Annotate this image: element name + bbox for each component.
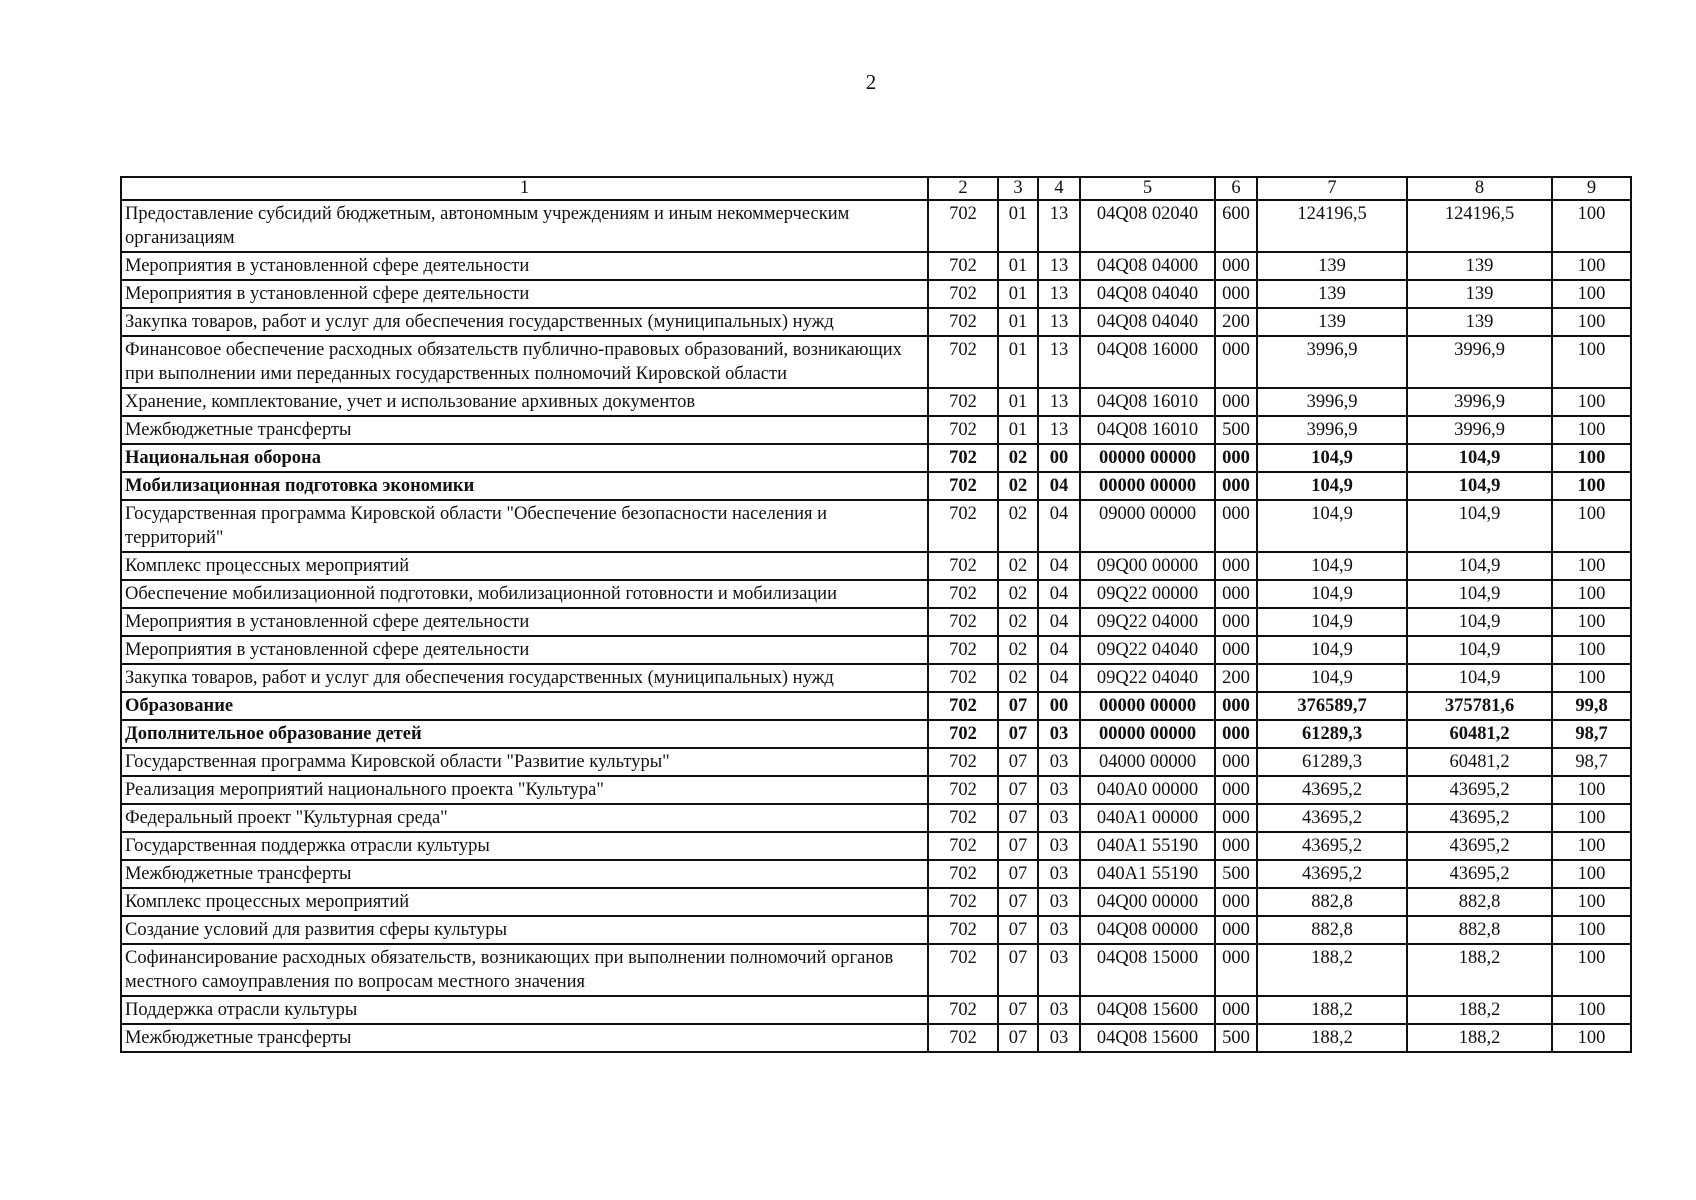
row-plan-cell: 43695,2 xyxy=(1257,804,1407,832)
row-target-cell: 040А1 55190 xyxy=(1080,860,1215,888)
header-cell: 6 xyxy=(1215,177,1257,200)
row-actual-cell: 139 xyxy=(1407,280,1552,308)
row-percent-cell: 100 xyxy=(1552,336,1631,388)
row-subsection-cell: 03 xyxy=(1038,996,1080,1024)
row-name-cell: Создание условий для развития сферы культуры xyxy=(121,916,928,944)
header-cell: 2 xyxy=(928,177,998,200)
table-row xyxy=(121,860,1631,888)
table-row xyxy=(121,388,1631,416)
row-actual-cell: 139 xyxy=(1407,252,1552,280)
row-type-cell: 000 xyxy=(1215,444,1257,472)
row-code-cell: 702 xyxy=(928,252,998,280)
header-cell: 7 xyxy=(1257,177,1407,200)
row-subsection-cell: 04 xyxy=(1038,552,1080,580)
row-name-cell: Софинансирование расходных обязательств, возникающих при выполнении полномочий органов местного самоуправления по вопросам местного значения xyxy=(121,944,928,996)
header-cell: 1 xyxy=(121,177,928,200)
row-name-cell: Межбюджетные трансферты xyxy=(121,416,928,444)
row-actual-cell: 139 xyxy=(1407,308,1552,336)
row-subsection-cell: 04 xyxy=(1038,580,1080,608)
row-code-cell: 702 xyxy=(928,416,998,444)
row-name-cell: Реализация мероприятий национального проекта "Культура" xyxy=(121,776,928,804)
row-actual-cell: 882,8 xyxy=(1407,916,1552,944)
row-actual-cell: 3996,9 xyxy=(1407,416,1552,444)
page-number: 2 xyxy=(865,70,877,94)
row-target-cell: 00000 00000 xyxy=(1080,444,1215,472)
row-code-cell: 702 xyxy=(928,636,998,664)
row-percent-cell: 100 xyxy=(1552,552,1631,580)
row-target-cell: 040А1 55190 xyxy=(1080,832,1215,860)
row-target-cell: 040А1 00000 xyxy=(1080,804,1215,832)
row-plan-cell: 43695,2 xyxy=(1257,776,1407,804)
row-code-cell: 702 xyxy=(928,916,998,944)
row-subsection-cell: 04 xyxy=(1038,608,1080,636)
row-subsection-cell: 03 xyxy=(1038,832,1080,860)
row-subsection-cell: 03 xyxy=(1038,804,1080,832)
row-subsection-cell: 03 xyxy=(1038,776,1080,804)
row-type-cell: 000 xyxy=(1215,252,1257,280)
row-name-cell: Хранение, комплектование, учет и использование архивных документов xyxy=(121,388,928,416)
table-row xyxy=(121,996,1631,1024)
row-plan-cell: 3996,9 xyxy=(1257,388,1407,416)
row-subsection-cell: 13 xyxy=(1038,280,1080,308)
row-actual-cell: 104,9 xyxy=(1407,472,1552,500)
table-row xyxy=(121,748,1631,776)
row-section-cell: 02 xyxy=(998,608,1038,636)
row-plan-cell: 104,9 xyxy=(1257,444,1407,472)
row-percent-cell: 100 xyxy=(1552,860,1631,888)
table-row xyxy=(121,916,1631,944)
table-row xyxy=(121,1024,1631,1052)
row-type-cell: 500 xyxy=(1215,1024,1257,1052)
row-name-cell: Межбюджетные трансферты xyxy=(121,860,928,888)
row-type-cell: 600 xyxy=(1215,200,1257,252)
row-section-cell: 02 xyxy=(998,664,1038,692)
row-name-cell: Национальная оборона xyxy=(121,444,928,472)
row-percent-cell: 100 xyxy=(1552,500,1631,552)
row-type-cell: 000 xyxy=(1215,336,1257,388)
row-actual-cell: 3996,9 xyxy=(1407,336,1552,388)
row-target-cell: 09Q22 04040 xyxy=(1080,636,1215,664)
row-target-cell: 04Q08 02040 xyxy=(1080,200,1215,252)
row-target-cell: 04Q08 04040 xyxy=(1080,280,1215,308)
row-subsection-cell: 03 xyxy=(1038,916,1080,944)
row-type-cell: 000 xyxy=(1215,888,1257,916)
row-name-cell: Обеспечение мобилизационной подготовки, мобилизационной готовности и мобилизации xyxy=(121,580,928,608)
row-name-cell: Комплекс процессных мероприятий xyxy=(121,888,928,916)
row-actual-cell: 104,9 xyxy=(1407,552,1552,580)
row-percent-cell: 100 xyxy=(1552,252,1631,280)
row-plan-cell: 43695,2 xyxy=(1257,832,1407,860)
header-cell: 4 xyxy=(1038,177,1080,200)
row-code-cell: 702 xyxy=(928,944,998,996)
row-actual-cell: 104,9 xyxy=(1407,500,1552,552)
row-section-cell: 07 xyxy=(998,776,1038,804)
row-name-cell: Поддержка отрасли культуры xyxy=(121,996,928,1024)
table-row xyxy=(121,608,1631,636)
row-target-cell: 04Q08 15000 xyxy=(1080,944,1215,996)
row-plan-cell: 188,2 xyxy=(1257,1024,1407,1052)
row-type-cell: 000 xyxy=(1215,636,1257,664)
row-target-cell: 04000 00000 xyxy=(1080,748,1215,776)
row-percent-cell: 100 xyxy=(1552,580,1631,608)
row-type-cell: 000 xyxy=(1215,280,1257,308)
row-plan-cell: 104,9 xyxy=(1257,500,1407,552)
row-subsection-cell: 04 xyxy=(1038,636,1080,664)
row-subsection-cell: 13 xyxy=(1038,388,1080,416)
row-code-cell: 702 xyxy=(928,1024,998,1052)
row-section-cell: 02 xyxy=(998,500,1038,552)
table-row xyxy=(121,500,1631,552)
row-target-cell: 04Q08 04000 xyxy=(1080,252,1215,280)
row-code-cell: 702 xyxy=(928,472,998,500)
row-section-cell: 02 xyxy=(998,636,1038,664)
row-actual-cell: 188,2 xyxy=(1407,944,1552,996)
row-percent-cell: 100 xyxy=(1552,608,1631,636)
row-section-cell: 02 xyxy=(998,552,1038,580)
row-subsection-cell: 03 xyxy=(1038,944,1080,996)
row-code-cell: 702 xyxy=(928,608,998,636)
table-row xyxy=(121,664,1631,692)
table-row xyxy=(121,472,1631,500)
row-subsection-cell: 13 xyxy=(1038,416,1080,444)
row-plan-cell: 104,9 xyxy=(1257,552,1407,580)
row-percent-cell: 100 xyxy=(1552,472,1631,500)
row-actual-cell: 3996,9 xyxy=(1407,388,1552,416)
row-percent-cell: 100 xyxy=(1552,804,1631,832)
row-actual-cell: 375781,6 xyxy=(1407,692,1552,720)
table-row xyxy=(121,444,1631,472)
table-row xyxy=(121,888,1631,916)
row-actual-cell: 43695,2 xyxy=(1407,860,1552,888)
table-row xyxy=(121,580,1631,608)
row-plan-cell: 104,9 xyxy=(1257,580,1407,608)
row-target-cell: 09Q22 04040 xyxy=(1080,664,1215,692)
row-type-cell: 000 xyxy=(1215,692,1257,720)
row-subsection-cell: 13 xyxy=(1038,252,1080,280)
row-name-cell: Комплекс процессных мероприятий xyxy=(121,552,928,580)
row-target-cell: 04Q08 16010 xyxy=(1080,388,1215,416)
row-subsection-cell: 13 xyxy=(1038,308,1080,336)
row-name-cell: Мероприятия в установленной сфере деятельности xyxy=(121,252,928,280)
row-percent-cell: 100 xyxy=(1552,1024,1631,1052)
row-actual-cell: 43695,2 xyxy=(1407,776,1552,804)
row-subsection-cell: 04 xyxy=(1038,500,1080,552)
row-percent-cell: 100 xyxy=(1552,200,1631,252)
row-code-cell: 702 xyxy=(928,444,998,472)
row-actual-cell: 882,8 xyxy=(1407,888,1552,916)
row-name-cell: Закупка товаров, работ и услуг для обеспечения государственных (муниципальных) нужд xyxy=(121,664,928,692)
row-actual-cell: 188,2 xyxy=(1407,1024,1552,1052)
row-section-cell: 07 xyxy=(998,832,1038,860)
row-type-cell: 000 xyxy=(1215,472,1257,500)
row-plan-cell: 61289,3 xyxy=(1257,720,1407,748)
row-code-cell: 702 xyxy=(928,280,998,308)
row-code-cell: 702 xyxy=(928,996,998,1024)
table-row xyxy=(121,416,1631,444)
row-plan-cell: 376589,7 xyxy=(1257,692,1407,720)
row-subsection-cell: 00 xyxy=(1038,692,1080,720)
table-row xyxy=(121,336,1631,388)
row-percent-cell: 100 xyxy=(1552,916,1631,944)
row-type-cell: 000 xyxy=(1215,804,1257,832)
row-plan-cell: 139 xyxy=(1257,252,1407,280)
row-target-cell: 09000 00000 xyxy=(1080,500,1215,552)
row-target-cell: 04Q08 16000 xyxy=(1080,336,1215,388)
table-row xyxy=(121,776,1631,804)
row-code-cell: 702 xyxy=(928,308,998,336)
row-plan-cell: 104,9 xyxy=(1257,472,1407,500)
row-section-cell: 07 xyxy=(998,860,1038,888)
row-code-cell: 702 xyxy=(928,388,998,416)
table-row xyxy=(121,552,1631,580)
row-section-cell: 07 xyxy=(998,804,1038,832)
row-code-cell: 702 xyxy=(928,580,998,608)
row-plan-cell: 139 xyxy=(1257,308,1407,336)
row-section-cell: 01 xyxy=(998,388,1038,416)
row-plan-cell: 43695,2 xyxy=(1257,860,1407,888)
row-target-cell: 00000 00000 xyxy=(1080,692,1215,720)
row-percent-cell: 100 xyxy=(1552,636,1631,664)
row-target-cell: 04Q08 15600 xyxy=(1080,996,1215,1024)
row-plan-cell: 882,8 xyxy=(1257,916,1407,944)
row-target-cell: 040А0 00000 xyxy=(1080,776,1215,804)
row-code-cell: 702 xyxy=(928,720,998,748)
table-row xyxy=(121,280,1631,308)
row-plan-cell: 104,9 xyxy=(1257,608,1407,636)
header-cell: 8 xyxy=(1407,177,1552,200)
row-section-cell: 07 xyxy=(998,748,1038,776)
row-plan-cell: 3996,9 xyxy=(1257,416,1407,444)
row-type-cell: 500 xyxy=(1215,860,1257,888)
row-name-cell: Государственная поддержка отрасли культуры xyxy=(121,832,928,860)
row-type-cell: 000 xyxy=(1215,944,1257,996)
row-type-cell: 000 xyxy=(1215,388,1257,416)
row-code-cell: 702 xyxy=(928,804,998,832)
row-type-cell: 000 xyxy=(1215,776,1257,804)
table-row xyxy=(121,832,1631,860)
row-target-cell: 09Q00 00000 xyxy=(1080,552,1215,580)
row-section-cell: 07 xyxy=(998,916,1038,944)
row-section-cell: 01 xyxy=(998,280,1038,308)
row-subsection-cell: 13 xyxy=(1038,336,1080,388)
table-row xyxy=(121,200,1631,252)
row-type-cell: 000 xyxy=(1215,996,1257,1024)
row-code-cell: 702 xyxy=(928,552,998,580)
row-section-cell: 02 xyxy=(998,580,1038,608)
header-cell: 5 xyxy=(1080,177,1215,200)
row-plan-cell: 104,9 xyxy=(1257,664,1407,692)
row-code-cell: 702 xyxy=(928,776,998,804)
row-plan-cell: 104,9 xyxy=(1257,636,1407,664)
row-percent-cell: 100 xyxy=(1552,664,1631,692)
row-name-cell: Мероприятия в установленной сфере деятельности xyxy=(121,280,928,308)
table-header-row xyxy=(121,177,1631,200)
row-target-cell: 04Q08 04040 xyxy=(1080,308,1215,336)
row-section-cell: 07 xyxy=(998,888,1038,916)
header-cell: 3 xyxy=(998,177,1038,200)
row-actual-cell: 104,9 xyxy=(1407,608,1552,636)
row-name-cell: Государственная программа Кировской области "Обеспечение безопасности населения и территорий" xyxy=(121,500,928,552)
row-target-cell: 09Q22 04000 xyxy=(1080,608,1215,636)
row-section-cell: 02 xyxy=(998,444,1038,472)
row-type-cell: 500 xyxy=(1215,416,1257,444)
row-name-cell: Дополнительное образование детей xyxy=(121,720,928,748)
row-target-cell: 04Q00 00000 xyxy=(1080,888,1215,916)
row-percent-cell: 98,7 xyxy=(1552,720,1631,748)
row-type-cell: 000 xyxy=(1215,720,1257,748)
row-name-cell: Образование xyxy=(121,692,928,720)
row-section-cell: 01 xyxy=(998,308,1038,336)
row-name-cell: Межбюджетные трансферты xyxy=(121,1024,928,1052)
row-subsection-cell: 00 xyxy=(1038,444,1080,472)
row-actual-cell: 104,9 xyxy=(1407,444,1552,472)
row-type-cell: 000 xyxy=(1215,832,1257,860)
row-subsection-cell: 04 xyxy=(1038,472,1080,500)
row-subsection-cell: 03 xyxy=(1038,748,1080,776)
row-name-cell: Мероприятия в установленной сфере деятельности xyxy=(121,636,928,664)
row-type-cell: 000 xyxy=(1215,580,1257,608)
budget-table xyxy=(120,176,1632,1053)
row-percent-cell: 100 xyxy=(1552,308,1631,336)
row-actual-cell: 104,9 xyxy=(1407,580,1552,608)
row-name-cell: Закупка товаров, работ и услуг для обеспечения государственных (муниципальных) нужд xyxy=(121,308,928,336)
row-section-cell: 07 xyxy=(998,944,1038,996)
table-row xyxy=(121,252,1631,280)
row-section-cell: 07 xyxy=(998,720,1038,748)
row-percent-cell: 100 xyxy=(1552,280,1631,308)
row-target-cell: 04Q08 16010 xyxy=(1080,416,1215,444)
row-subsection-cell: 03 xyxy=(1038,1024,1080,1052)
row-actual-cell: 188,2 xyxy=(1407,996,1552,1024)
row-section-cell: 01 xyxy=(998,200,1038,252)
row-subsection-cell: 04 xyxy=(1038,664,1080,692)
row-plan-cell: 188,2 xyxy=(1257,996,1407,1024)
row-percent-cell: 100 xyxy=(1552,888,1631,916)
table-row xyxy=(121,692,1631,720)
row-subsection-cell: 03 xyxy=(1038,860,1080,888)
row-code-cell: 702 xyxy=(928,200,998,252)
row-subsection-cell: 13 xyxy=(1038,200,1080,252)
row-code-cell: 702 xyxy=(928,748,998,776)
row-code-cell: 702 xyxy=(928,888,998,916)
row-percent-cell: 98,7 xyxy=(1552,748,1631,776)
row-code-cell: 702 xyxy=(928,664,998,692)
row-type-cell: 000 xyxy=(1215,608,1257,636)
row-section-cell: 01 xyxy=(998,336,1038,388)
table-row xyxy=(121,636,1631,664)
row-code-cell: 702 xyxy=(928,336,998,388)
row-code-cell: 702 xyxy=(928,500,998,552)
row-code-cell: 702 xyxy=(928,692,998,720)
row-name-cell: Мероприятия в установленной сфере деятельности xyxy=(121,608,928,636)
row-code-cell: 702 xyxy=(928,832,998,860)
row-plan-cell: 139 xyxy=(1257,280,1407,308)
row-name-cell: Предоставление субсидий бюджетным, автономным учреждениям и иным некоммерческим организациям xyxy=(121,200,928,252)
row-type-cell: 000 xyxy=(1215,500,1257,552)
header-cell: 9 xyxy=(1552,177,1631,200)
row-type-cell: 000 xyxy=(1215,748,1257,776)
row-plan-cell: 3996,9 xyxy=(1257,336,1407,388)
row-plan-cell: 124196,5 xyxy=(1257,200,1407,252)
row-subsection-cell: 03 xyxy=(1038,888,1080,916)
row-actual-cell: 104,9 xyxy=(1407,636,1552,664)
row-type-cell: 000 xyxy=(1215,552,1257,580)
row-type-cell: 200 xyxy=(1215,664,1257,692)
row-percent-cell: 100 xyxy=(1552,832,1631,860)
row-section-cell: 01 xyxy=(998,416,1038,444)
table-row xyxy=(121,944,1631,996)
row-section-cell: 07 xyxy=(998,996,1038,1024)
row-percent-cell: 100 xyxy=(1552,416,1631,444)
row-actual-cell: 43695,2 xyxy=(1407,804,1552,832)
row-actual-cell: 124196,5 xyxy=(1407,200,1552,252)
row-target-cell: 04Q08 15600 xyxy=(1080,1024,1215,1052)
row-name-cell: Федеральный проект "Культурная среда" xyxy=(121,804,928,832)
table-row xyxy=(121,804,1631,832)
row-section-cell: 02 xyxy=(998,472,1038,500)
row-subsection-cell: 03 xyxy=(1038,720,1080,748)
row-target-cell: 04Q08 00000 xyxy=(1080,916,1215,944)
row-actual-cell: 104,9 xyxy=(1407,664,1552,692)
row-target-cell: 00000 00000 xyxy=(1080,720,1215,748)
row-plan-cell: 61289,3 xyxy=(1257,748,1407,776)
row-plan-cell: 188,2 xyxy=(1257,944,1407,996)
table-row xyxy=(121,308,1631,336)
row-target-cell: 00000 00000 xyxy=(1080,472,1215,500)
row-section-cell: 01 xyxy=(998,252,1038,280)
row-percent-cell: 100 xyxy=(1552,388,1631,416)
row-section-cell: 07 xyxy=(998,692,1038,720)
row-percent-cell: 100 xyxy=(1552,444,1631,472)
row-actual-cell: 60481,2 xyxy=(1407,748,1552,776)
table-row xyxy=(121,720,1631,748)
row-name-cell: Финансовое обеспечение расходных обязательств публично-правовых образований, возникающих при выполнении ими переданных государственных полномочий Кировской области xyxy=(121,336,928,388)
row-name-cell: Государственная программа Кировской области "Развитие культуры" xyxy=(121,748,928,776)
row-type-cell: 000 xyxy=(1215,916,1257,944)
row-percent-cell: 100 xyxy=(1552,996,1631,1024)
row-actual-cell: 60481,2 xyxy=(1407,720,1552,748)
row-plan-cell: 882,8 xyxy=(1257,888,1407,916)
row-percent-cell: 100 xyxy=(1552,944,1631,996)
row-type-cell: 200 xyxy=(1215,308,1257,336)
row-code-cell: 702 xyxy=(928,860,998,888)
row-percent-cell: 99,8 xyxy=(1552,692,1631,720)
row-actual-cell: 43695,2 xyxy=(1407,832,1552,860)
row-section-cell: 07 xyxy=(998,1024,1038,1052)
row-percent-cell: 100 xyxy=(1552,776,1631,804)
row-name-cell: Мобилизационная подготовка экономики xyxy=(121,472,928,500)
row-target-cell: 09Q22 00000 xyxy=(1080,580,1215,608)
